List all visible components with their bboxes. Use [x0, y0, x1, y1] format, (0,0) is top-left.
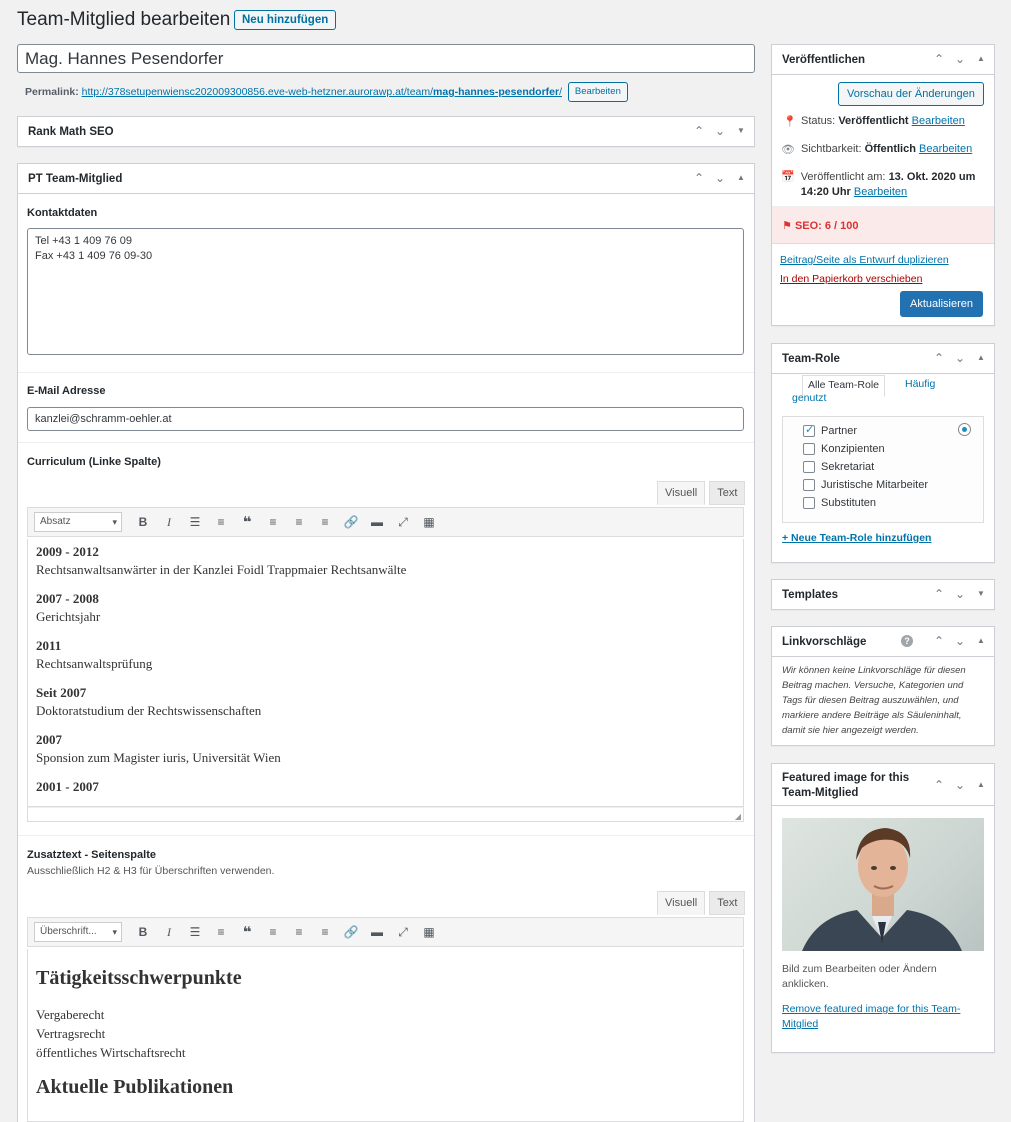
publish-title: Veröffentlichen: [782, 54, 866, 66]
update-button[interactable]: Aktualisieren: [900, 291, 983, 317]
team-role-list: [782, 416, 984, 523]
checkbox[interactable]: [803, 497, 815, 509]
permalink-slug: mag-hannes-pesendorfer: [433, 85, 560, 98]
blockquote-icon[interactable]: ❝: [242, 924, 252, 941]
align-right-icon[interactable]: ≡: [321, 925, 329, 939]
published-edit-link[interactable]: Bearbeiten: [853, 186, 908, 198]
toggle-panel-icon[interactable]: ▲: [977, 636, 985, 645]
toggle-panel-icon[interactable]: ▲: [977, 353, 985, 362]
link-icon[interactable]: 🔗: [343, 515, 359, 529]
toggle-panel-icon[interactable]: ▼: [977, 589, 985, 598]
permalink-link[interactable]: [82, 86, 562, 98]
team-role-tab-all[interactable]: Alle Team-Role: [802, 375, 885, 397]
contact-textarea[interactable]: Tel +43 1 409 76 09 Fax +43 1 409 76 09-30: [27, 228, 744, 355]
italic-icon[interactable]: I: [167, 924, 171, 939]
cv-year: 2007 - 2008: [36, 591, 99, 606]
team-role-tab-frequent[interactable]: Häufig genutzt: [792, 378, 936, 404]
published-value: 13. Okt. 2020 um 14:20 Uhr: [800, 171, 976, 198]
seo-score: SEO: 6 / 100: [794, 220, 859, 232]
cv-resize-bar[interactable]: [27, 807, 744, 822]
post-title-input[interactable]: Mag. Hannes Pesendorfer: [17, 44, 755, 73]
blockquote-icon[interactable]: ❝: [242, 514, 252, 531]
resize-handle-icon[interactable]: ◢: [734, 812, 741, 821]
extra-line: Vergaberecht: [36, 1007, 105, 1022]
move-up-icon[interactable]: ⌃: [693, 124, 705, 138]
move-down-icon[interactable]: ⌄: [714, 171, 726, 185]
checkbox[interactable]: [803, 425, 815, 437]
numbered-list-icon[interactable]: ≡: [217, 515, 225, 529]
extra-toolbar: [27, 917, 744, 947]
checkbox[interactable]: [803, 479, 815, 491]
toolbar-toggle-icon[interactable]: ▦: [423, 515, 435, 529]
fullscreen-icon[interactable]: ⤢: [398, 924, 408, 939]
cv-editor-tabs: [657, 481, 745, 505]
team-role-item[interactable]: [803, 440, 983, 458]
team-role-item[interactable]: [803, 476, 983, 494]
trash-link[interactable]: In den Papierkorb verschieben: [780, 273, 923, 285]
email-label: E-Mail Adresse: [27, 385, 106, 397]
permalink-suffix: /: [559, 85, 562, 98]
contact-label: Kontaktdaten: [27, 207, 98, 219]
visibility-row: [781, 143, 988, 156]
move-down-icon[interactable]: ⌄: [714, 124, 726, 138]
seo-icon: ⚑: [782, 220, 792, 232]
read-more-icon[interactable]: ▬: [371, 925, 383, 939]
status-row: [783, 115, 988, 128]
page-title: Team-Mitglied bearbeiten: [17, 9, 231, 30]
extra-hint: Ausschließlich H2 & H3 für Überschriften verwenden.: [27, 865, 275, 877]
extra-tab-visual[interactable]: Visuell: [657, 891, 705, 915]
team-role-label: Substituten: [821, 497, 877, 509]
published-row: [781, 170, 991, 200]
cv-entry: [36, 731, 735, 767]
move-up-icon[interactable]: ⌃: [693, 171, 705, 185]
permalink-prefix: http://378setupenwiensc202009300856.eve-web-hetzner.aurorawp.at/team/: [81, 85, 434, 98]
align-left-icon[interactable]: ≡: [269, 925, 277, 939]
primary-radio[interactable]: [958, 423, 971, 436]
email-input[interactable]: kanzlei@schramm-oehler.at: [27, 407, 744, 431]
cv-entry: [36, 637, 735, 673]
toggle-panel-icon[interactable]: ▲: [977, 780, 985, 789]
add-team-role-link[interactable]: + Neue Team-Role hinzufügen: [782, 532, 932, 544]
preview-button[interactable]: Vorschau der Änderungen: [838, 82, 984, 106]
move-up-icon[interactable]: ⌃: [933, 634, 945, 648]
cv-text: Gerichtsjahr: [36, 609, 101, 624]
link-suggestions-box: [771, 626, 995, 746]
move-up-icon[interactable]: ⌃: [933, 778, 945, 792]
status-label: Status:: [801, 115, 836, 127]
team-role-label: Konzipienten: [821, 443, 885, 455]
extra-heading-2: Aktuelle Publikationen: [36, 1076, 234, 1098]
permalink-edit-button[interactable]: Bearbeiten: [568, 82, 628, 102]
permalink: [25, 82, 628, 102]
help-icon[interactable]: ?: [901, 635, 913, 647]
team-role-item[interactable]: [803, 494, 983, 512]
calendar-icon: 📅: [781, 171, 795, 183]
pin-icon: 📍: [783, 116, 797, 128]
link-suggestions-text: Wir können keine Linkvorschläge für diesen Beitrag machen. Versuche, Kategorien und Tags für diesen Beitrag auszuwählen, und markiere andere Beiträge als Säuleninhalt, damit sie hier angezeigt werden.: [782, 665, 966, 736]
duplicate-link[interactable]: Beitrag/Seite als Entwurf duplizieren: [780, 254, 949, 266]
templates-title: Templates: [782, 589, 839, 601]
bold-icon[interactable]: B: [138, 515, 148, 529]
cv-editor-content[interactable]: [27, 539, 744, 807]
toggle-panel-icon[interactable]: ▲: [977, 54, 985, 63]
visibility-value: Öffentlich: [864, 143, 916, 155]
featured-image-photo[interactable]: [782, 818, 984, 951]
cv-entry: [36, 684, 735, 720]
move-down-icon[interactable]: ⌄: [954, 52, 966, 66]
cv-year: 2009 - 2012: [36, 544, 99, 559]
cv-year: 2007: [36, 732, 62, 747]
status-edit-link[interactable]: Bearbeiten: [911, 115, 965, 127]
extra-heading-1: Tätigkeitsschwerpunkte: [36, 967, 242, 989]
extra-label: Zusatztext - Seitenspalte: [27, 849, 156, 861]
team-role-label: Partner: [821, 425, 858, 437]
featured-image-title: Featured image for this Team-Mitglied: [782, 772, 910, 799]
link-suggestions-title: Linkvorschläge: [782, 636, 867, 648]
extra-tab-text[interactable]: Text: [709, 891, 745, 915]
toggle-panel-icon[interactable]: ▲: [737, 173, 745, 182]
move-down-icon[interactable]: ⌄: [954, 351, 966, 365]
templates-box: [771, 579, 995, 610]
checkbox[interactable]: [803, 461, 815, 473]
checkbox[interactable]: [803, 443, 815, 455]
read-more-icon[interactable]: ▬: [371, 515, 383, 529]
featured-image-hint: Bild zum Bearbeiten oder Ändern anklicken.: [782, 963, 937, 990]
align-center-icon[interactable]: ≡: [295, 515, 303, 529]
fullscreen-icon[interactable]: ⤢: [398, 514, 408, 529]
team-role-item[interactable]: [803, 422, 983, 440]
team-role-label: Sekretariat: [821, 461, 875, 473]
cv-toolbar: [27, 507, 744, 537]
move-up-icon[interactable]: ⌃: [933, 351, 945, 365]
cv-tab-text[interactable]: Text: [709, 481, 745, 505]
team-role-title: Team-Role: [782, 353, 840, 365]
team-member-box-title: PT Team-Mitglied: [28, 173, 123, 185]
align-center-icon[interactable]: ≡: [295, 925, 303, 939]
link-icon[interactable]: 🔗: [343, 925, 359, 939]
move-up-icon[interactable]: ⌃: [933, 52, 945, 66]
bold-icon[interactable]: B: [138, 925, 148, 939]
cv-year: 2001 - 2007: [36, 779, 99, 794]
extra-editor-content[interactable]: [27, 949, 744, 1122]
cv-label: Curriculum (Linke Spalte): [27, 456, 161, 468]
move-up-icon[interactable]: ⌃: [933, 587, 945, 601]
extra-line: Vertragsrecht: [36, 1026, 106, 1041]
cv-entry: [36, 590, 735, 626]
italic-icon[interactable]: I: [167, 514, 171, 529]
align-left-icon[interactable]: ≡: [269, 515, 277, 529]
extra-editor-tabs: [657, 891, 745, 915]
rank-math-box: [17, 116, 755, 147]
cv-entry: [36, 543, 735, 579]
cv-text: Rechtsanwaltsprüfung: [36, 656, 153, 671]
status-value: Veröffentlicht: [838, 115, 909, 127]
cv-text: Doktoratstudium der Rechtswissenschaften: [36, 703, 262, 718]
align-right-icon[interactable]: ≡: [321, 515, 329, 529]
numbered-list-icon[interactable]: ≡: [217, 925, 225, 939]
extra-format-select[interactable]: Überschrift... ▾: [34, 922, 122, 942]
seo-score-row: [772, 206, 994, 244]
cv-tab-visual[interactable]: Visuell: [657, 481, 705, 505]
cv-text: Rechtsanwaltsanwärter in der Kanzlei Foidl Trappmaier Rechtsanwälte: [36, 562, 407, 577]
team-role-label: Juristische Mitarbeiter: [821, 479, 928, 491]
cv-year: 2011: [36, 638, 62, 653]
cv-entry: [36, 778, 735, 796]
visibility-label: Sichtbarkeit:: [801, 143, 862, 155]
permalink-label: Permalink:: [25, 85, 79, 98]
toggle-panel-icon[interactable]: ▼: [737, 126, 745, 135]
move-down-icon[interactable]: ⌄: [954, 587, 966, 601]
rank-math-title: Rank Math SEO: [28, 126, 114, 138]
visibility-edit-link[interactable]: Bearbeiten: [919, 143, 973, 155]
move-down-icon[interactable]: ⌄: [954, 778, 966, 792]
cv-year: Seit 2007: [36, 685, 87, 700]
published-label: Veröffentlicht am:: [800, 171, 886, 183]
cv-format-select[interactable]: Absatz ▾: [34, 512, 122, 532]
move-down-icon[interactable]: ⌄: [954, 634, 966, 648]
cv-text: Sponsion zum Magister iuris, Universität Wien: [36, 750, 281, 765]
add-new-button[interactable]: Neu hinzufügen: [234, 10, 336, 30]
remove-featured-image-link[interactable]: Remove featured image for this Team-Mitglied: [782, 1003, 961, 1030]
toolbar-toggle-icon[interactable]: ▦: [423, 925, 435, 939]
eye-icon: 👁: [781, 144, 795, 156]
bullet-list-icon[interactable]: ☰: [189, 925, 201, 939]
team-role-item[interactable]: [803, 458, 983, 476]
extra-line: öffentliches Wirtschaftsrecht: [36, 1045, 186, 1060]
bullet-list-icon[interactable]: ☰: [189, 515, 201, 529]
